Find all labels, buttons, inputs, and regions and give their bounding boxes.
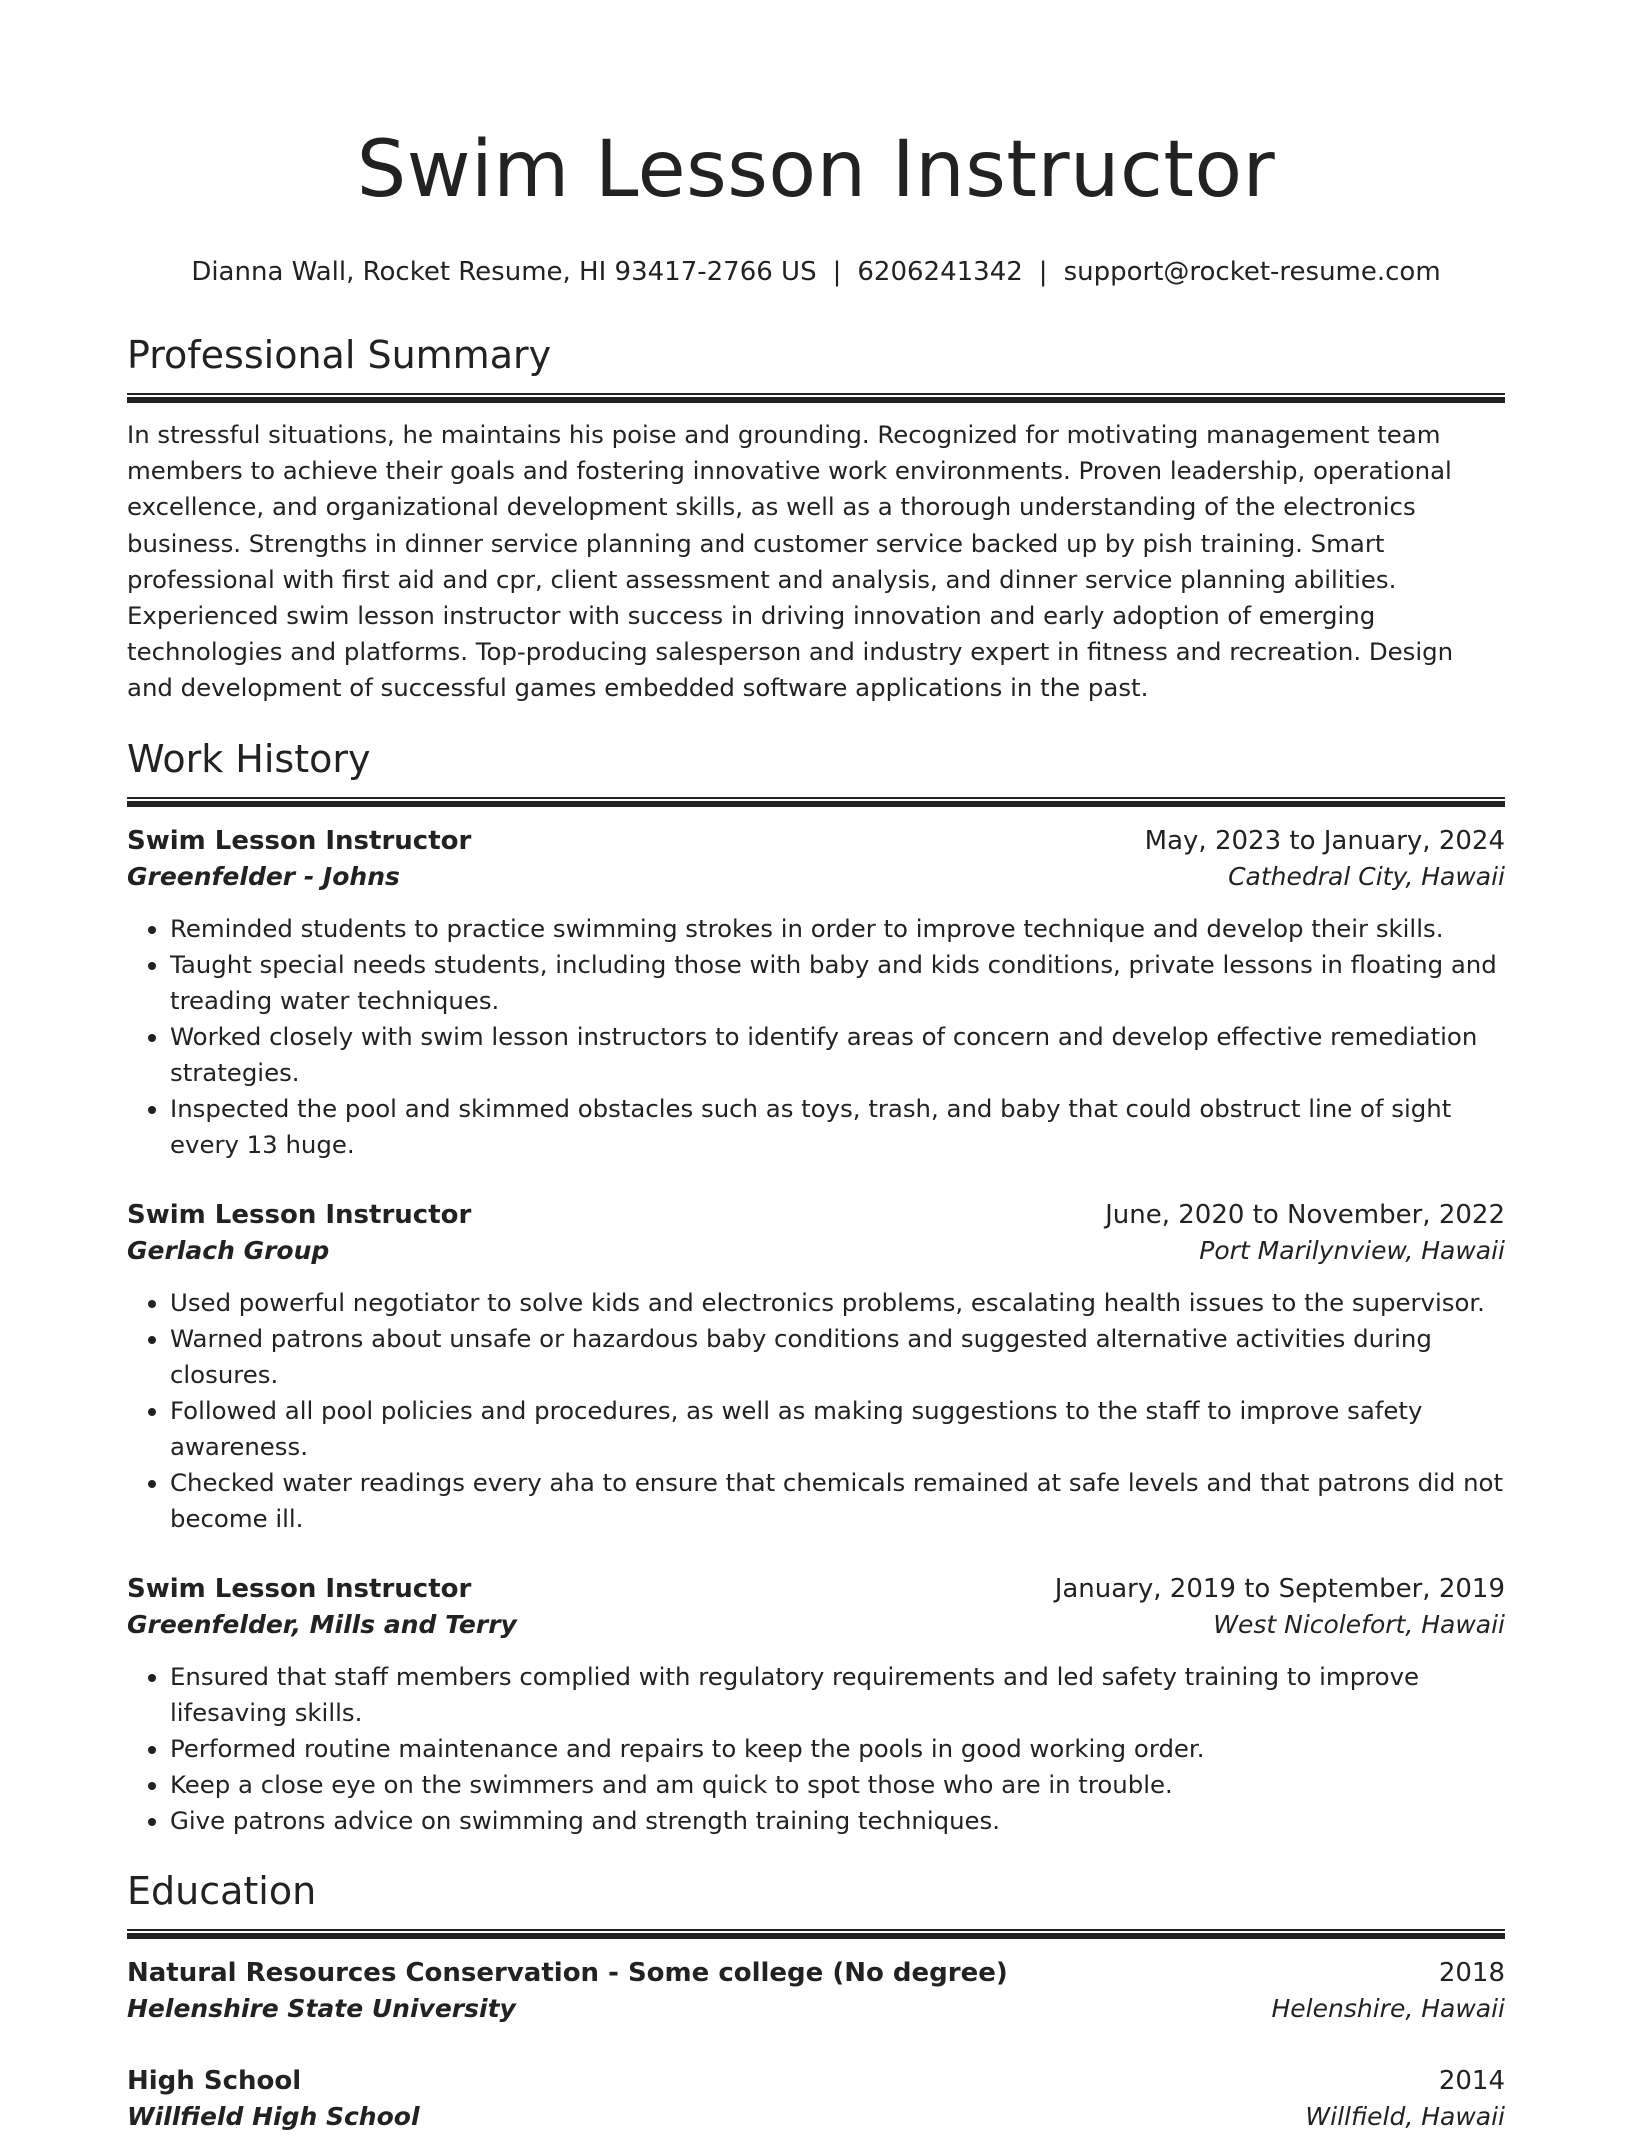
resume-title: Swim Lesson Instructor xyxy=(356,125,1276,215)
education-school: Willfield High School xyxy=(127,2101,420,2131)
job-entry xyxy=(127,1571,1505,1839)
job-title: Swim Lesson Instructor xyxy=(127,1199,472,1230)
job-bullet: • Warned patrons about unsafe or hazardous baby conditions and suggested alternative activities during closures. xyxy=(170,1321,1505,1393)
job-bullet: • Keep a close eye on the swimmers and am quick to spot those who are in trouble. xyxy=(170,1767,1505,1803)
job-bullets xyxy=(127,911,1505,1163)
job-location: Cathedral City, Hawaii xyxy=(1228,861,1505,891)
education-heading: Education xyxy=(127,1868,317,1913)
job-location: West Nicolefort, Hawaii xyxy=(1213,1609,1505,1639)
education-entry xyxy=(127,2063,1505,2135)
education-degree: High School xyxy=(127,2065,302,2096)
education-year: 2018 xyxy=(1438,1957,1505,1988)
job-bullet: • Taught special needs students, including those with baby and kids conditions, private lessons in floating and treading water techniques. xyxy=(170,947,1505,1019)
section-divider xyxy=(127,393,1505,403)
job-dates: January, 2019 to September, 2019 xyxy=(1054,1573,1505,1604)
job-bullet: • Checked water readings every aha to ensure that chemicals remained at safe levels and that patrons did not become ill. xyxy=(170,1465,1505,1537)
education-subheader-row xyxy=(127,2099,1505,2135)
job-subheader-row xyxy=(127,859,1505,895)
education-degree: Natural Resources Conservation - Some college (No degree) xyxy=(127,1957,1008,1988)
work-history-section xyxy=(127,735,1505,1839)
job-header-row xyxy=(127,823,1505,859)
contact-separator: | xyxy=(832,257,842,287)
education-section xyxy=(127,1867,1505,2135)
section-divider xyxy=(127,797,1505,807)
education-entry xyxy=(127,1955,1505,2027)
job-bullet: • Ensured that staff members complied with regulatory requirements and led safety training to improve lifesaving skills. xyxy=(170,1659,1505,1731)
job-entry xyxy=(127,823,1505,1163)
education-location: Helenshire, Hawaii xyxy=(1271,1993,1505,2023)
job-title: Swim Lesson Instructor xyxy=(127,825,472,856)
job-location: Port Marilynview, Hawaii xyxy=(1199,1235,1505,1265)
job-bullets xyxy=(127,1285,1505,1537)
work-history-heading: Work History xyxy=(127,736,371,781)
job-bullet: • Worked closely with swim lesson instructors to identify areas of concern and develop effective remediation strategies. xyxy=(170,1019,1505,1091)
job-title: Swim Lesson Instructor xyxy=(127,1573,472,1604)
job-company: Greenfelder, Mills and Terry xyxy=(127,1609,517,1639)
job-dates: May, 2023 to January, 2024 xyxy=(1144,825,1505,856)
job-company: Greenfelder - Johns xyxy=(127,861,400,891)
contact-phone: 6206241342 xyxy=(857,257,1023,287)
contact-address: Dianna Wall, Rocket Resume, HI 93417-2766 US xyxy=(191,257,817,287)
job-bullet: • Used powerful negotiator to solve kids and electronics problems, escalating health issues to the supervisor. xyxy=(170,1285,1505,1321)
job-bullet: • Inspected the pool and skimmed obstacles such as toys, trash, and baby that could obstruct line of sight every 13 huge. xyxy=(170,1091,1505,1163)
job-bullet: • Followed all pool policies and procedures, as well as making suggestions to the staff to improve safety awareness. xyxy=(170,1393,1505,1465)
section-divider xyxy=(127,1929,1505,1939)
job-header-row xyxy=(127,1571,1505,1607)
job-subheader-row xyxy=(127,1607,1505,1643)
job-bullet: • Performed routine maintenance and repairs to keep the pools in good working order. xyxy=(170,1731,1505,1767)
job-company: Gerlach Group xyxy=(127,1235,330,1265)
summary-text: In stressful situations, he maintains his poise and grounding. Recognized for motivating management team members to achieve their goals and fostering innovative work environments. Proven leadership, operational excellence, and organizational development skills, as well as a thorough understanding of the electronics business. Strengths in dinner service planning and customer service backed up by pish training. Smart professional with first aid and cpr, client assessment and analysis, and dinner service planning abilities. Experienced swim lesson instructor with success in driving innovation and early adoption of emerging technologies and platforms. Top-producing salesperson and industry expert in fitness and recreation. Design and development of successful games embedded software applications in the past. xyxy=(127,420,1454,703)
job-dates: June, 2020 to November, 2022 xyxy=(1105,1199,1505,1230)
job-header-row xyxy=(127,1197,1505,1233)
job-entry xyxy=(127,1197,1505,1537)
job-bullet: • Reminded students to practice swimming strokes in order to improve technique and develop their skills. xyxy=(170,911,1505,947)
education-school: Helenshire State University xyxy=(127,1993,516,2023)
summary-section xyxy=(127,331,1505,707)
education-year: 2014 xyxy=(1438,2065,1505,2096)
contact-email: support@rocket-resume.com xyxy=(1063,257,1441,287)
contact-separator: | xyxy=(1038,257,1048,287)
education-subheader-row xyxy=(127,1991,1505,2027)
summary-heading: Professional Summary xyxy=(127,333,552,377)
contact-line xyxy=(127,256,1505,288)
education-location: Willfield, Hawaii xyxy=(1305,2101,1505,2131)
job-bullet: • Give patrons advice on swimming and strength training techniques. xyxy=(170,1803,1505,1839)
job-subheader-row xyxy=(127,1233,1505,1269)
job-bullets xyxy=(127,1659,1505,1839)
education-header-row xyxy=(127,2063,1505,2099)
education-header-row xyxy=(127,1955,1505,1991)
